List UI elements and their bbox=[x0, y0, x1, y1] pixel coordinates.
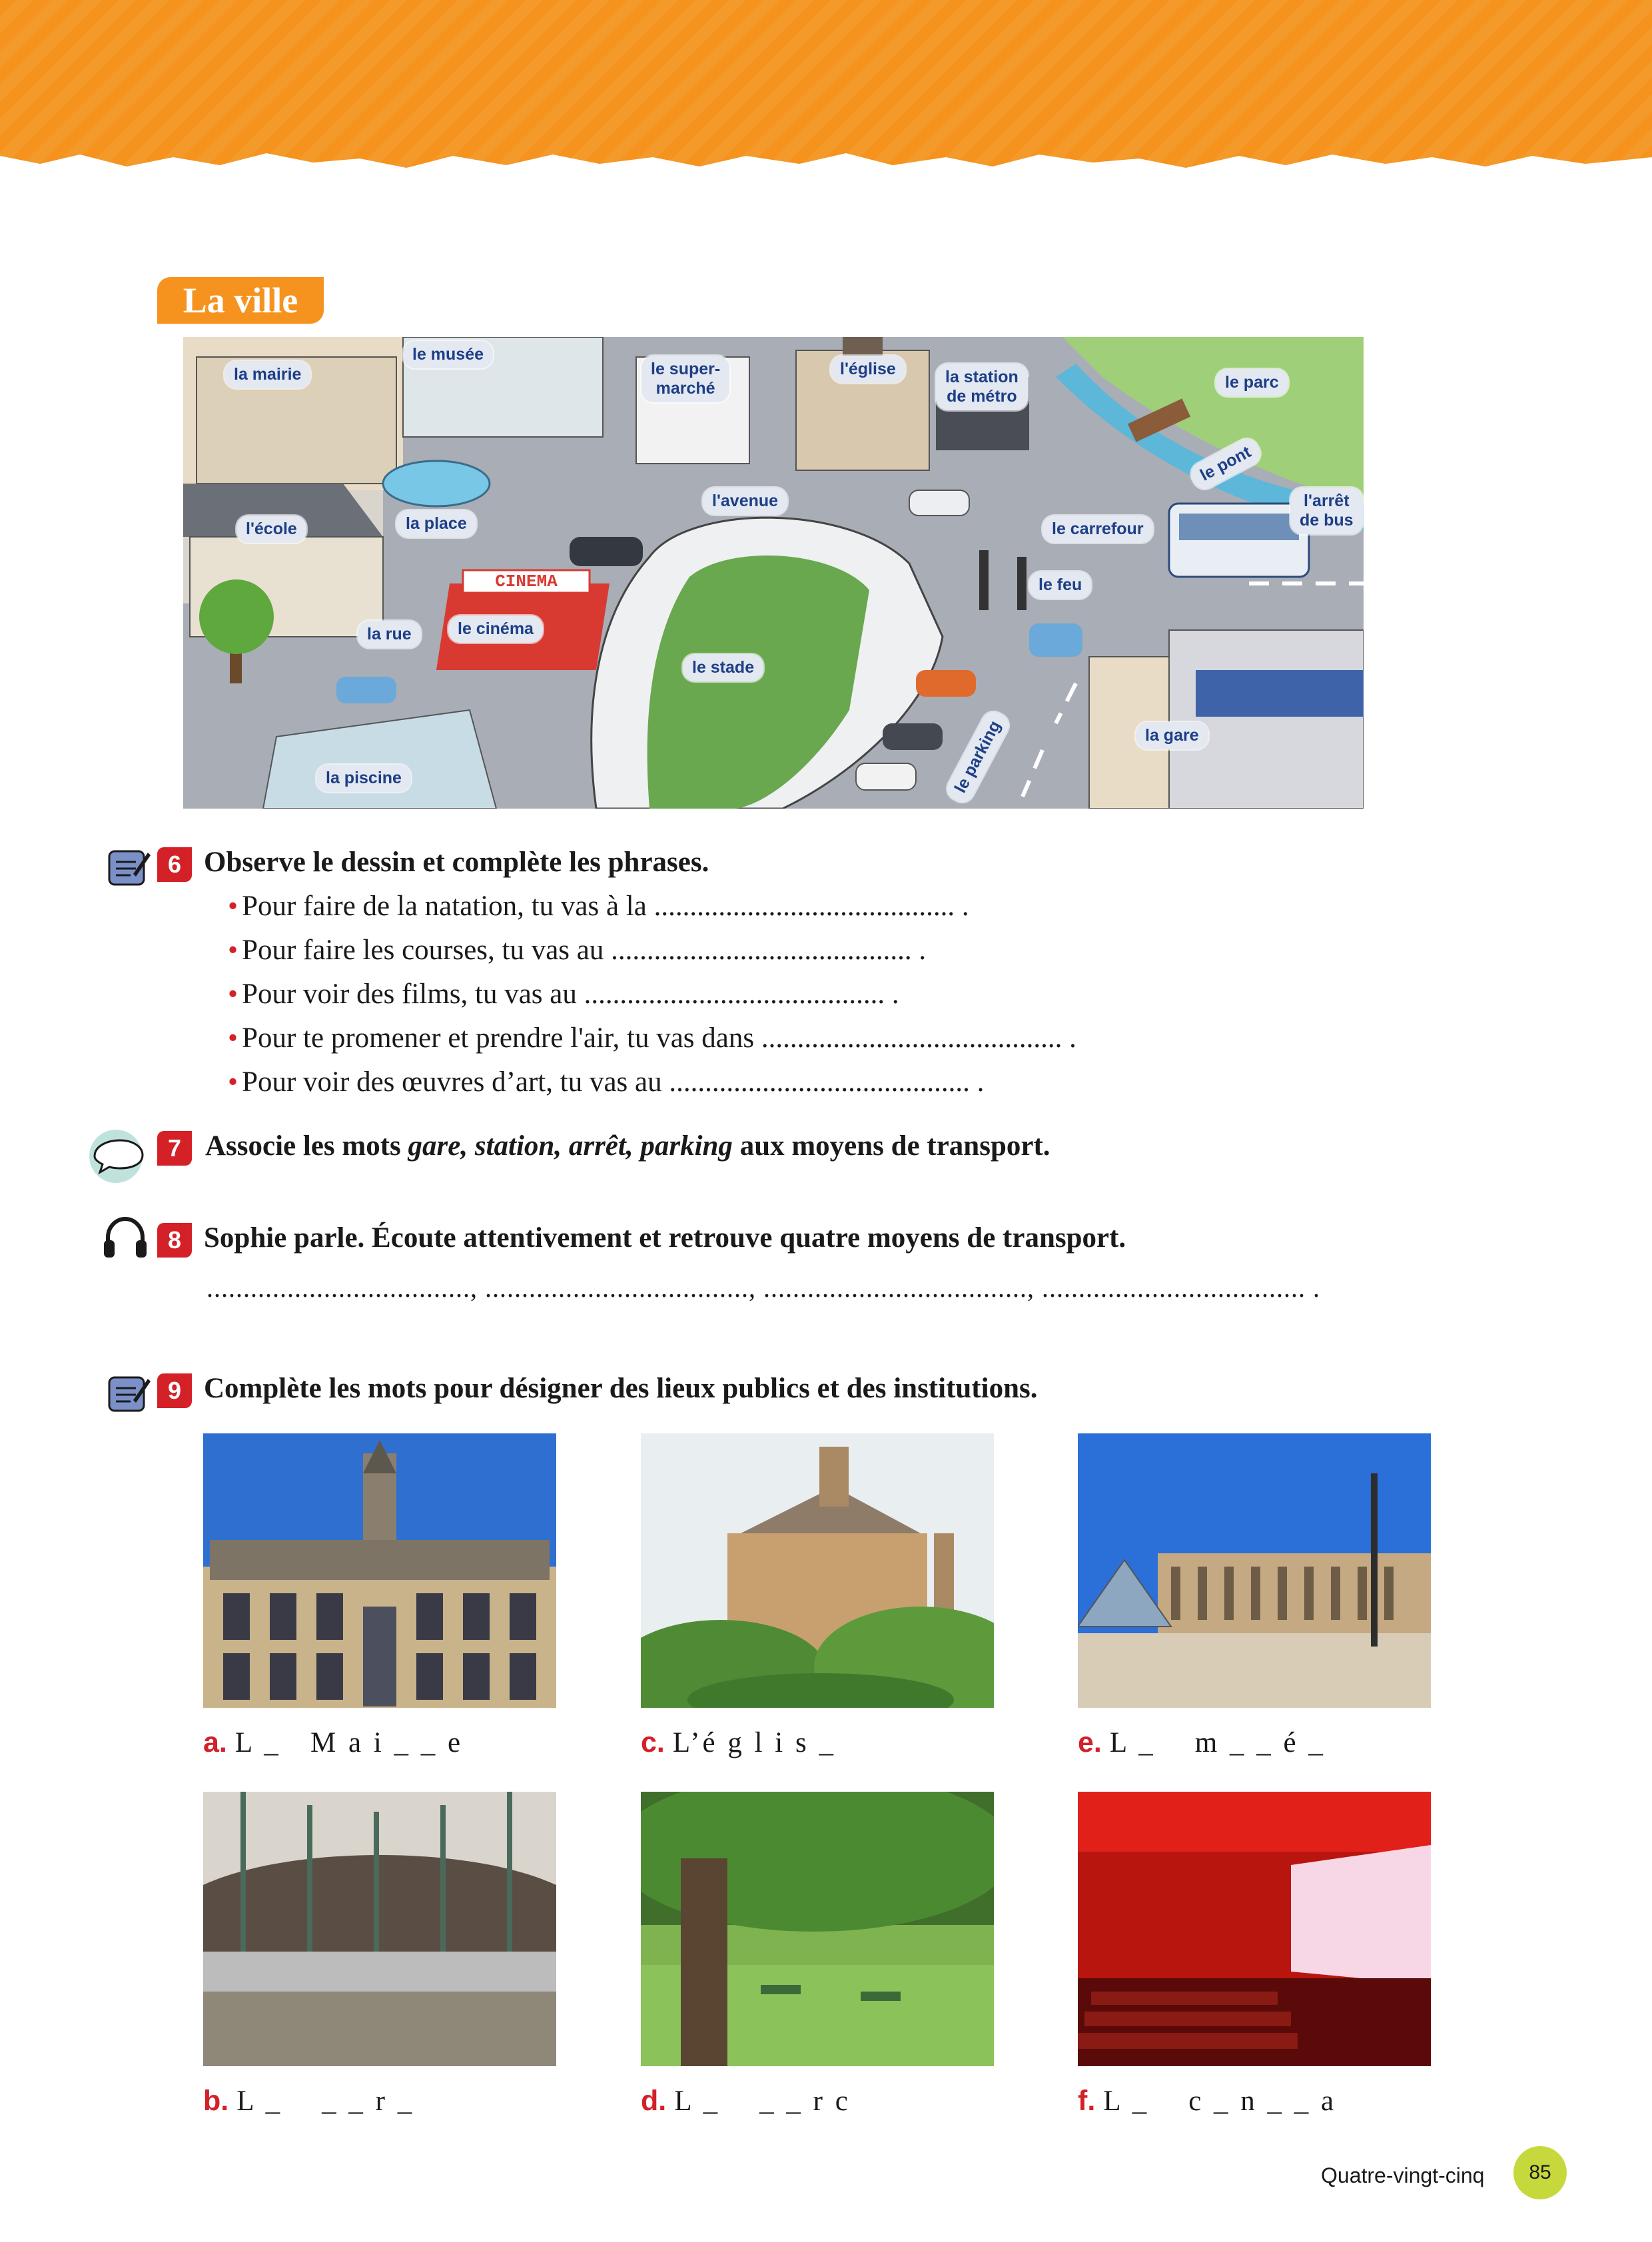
exercise-9-number: 9 bbox=[157, 1373, 192, 1408]
torn-edge-decoration bbox=[0, 149, 1652, 176]
label-carrefour: le carrefour bbox=[1042, 516, 1153, 543]
label-supermarche: le super- marché bbox=[641, 356, 729, 402]
label-rue: la rue bbox=[358, 621, 421, 648]
exercise-6-line-5: • Pour voir des œuvres d’art, tu vas au .......................................... . bbox=[228, 1066, 985, 1098]
caption-a: a. L _ M a i _ _ e bbox=[203, 1726, 464, 1758]
exercise-9-instruction: Complète les mots pour désigner des lieux publics et des institutions. bbox=[204, 1373, 1038, 1404]
cinema-photo bbox=[1078, 1792, 1431, 2066]
label-ecole: l'école bbox=[236, 516, 306, 543]
exercise-8-blanks: ...................................., ...................................., ...................................., .................................... . bbox=[206, 1273, 1320, 1303]
label-piscine: la piscine bbox=[316, 765, 411, 792]
label-mairie: la mairie bbox=[224, 361, 310, 388]
label-feu: le feu bbox=[1029, 571, 1091, 599]
label-cinema: le cinéma bbox=[448, 615, 543, 643]
label-parking: le parking bbox=[943, 707, 1013, 806]
label-station-metro: la station de métro bbox=[936, 364, 1028, 410]
exercise-8-number: 8 bbox=[157, 1223, 192, 1258]
exercise-7-number: 7 bbox=[157, 1131, 192, 1166]
museum-photo bbox=[1078, 1433, 1431, 1708]
caption-d: d. L _ _ _ r c bbox=[641, 2085, 851, 2117]
park-photo bbox=[641, 1792, 994, 2066]
exercise-8-instruction: Sophie parle. Écoute attentivement et retrouve quatre moyens de transport. bbox=[204, 1222, 1126, 1254]
exercise-6-line-1: • Pour faire de la natation, tu vas à la .......................................... . bbox=[228, 891, 969, 922]
page-number-words: Quatre-vingt-cinq bbox=[1321, 2163, 1485, 2187]
label-gare: la gare bbox=[1136, 722, 1208, 749]
label-eglise: l'église bbox=[831, 356, 905, 383]
exercise-6-instruction: Observe le dessin et complète les phrases. bbox=[204, 847, 709, 878]
speech-bubble-icon bbox=[85, 1127, 152, 1184]
label-stade: le stade bbox=[683, 654, 763, 681]
page-number-badge: 85 bbox=[1513, 2146, 1567, 2199]
label-place: la place bbox=[396, 510, 476, 538]
exercise-7-instruction: Associe les mots gare, station, arrêt, parking aux moyens de transport. bbox=[205, 1130, 1050, 1162]
caption-b: b. L _ _ _ r _ bbox=[203, 2085, 415, 2117]
town-hall-photo bbox=[203, 1433, 556, 1708]
train-station-photo bbox=[203, 1792, 556, 2066]
exercise-6-number: 6 bbox=[157, 847, 192, 882]
label-pont: le pont bbox=[1187, 435, 1264, 494]
exercise-6-line-2: • Pour faire les courses, tu vas au .......................................... . bbox=[228, 934, 927, 966]
caption-e: e. L _ m _ _ é _ bbox=[1078, 1726, 1326, 1758]
headphones-icon bbox=[101, 1215, 149, 1260]
label-avenue: l'avenue bbox=[703, 488, 787, 515]
label-parc: le parc bbox=[1216, 369, 1288, 396]
caption-f: f. L _ c _ n _ _ a bbox=[1078, 2085, 1337, 2117]
caption-c: c. L’é g l i s _ bbox=[641, 1726, 836, 1758]
write-notebook-icon bbox=[107, 847, 151, 887]
exercise-6-line-3: • Pour voir des films, tu vas au .......................................... . bbox=[228, 978, 899, 1010]
header-band bbox=[0, 0, 1652, 175]
label-musee: le musée bbox=[403, 341, 493, 368]
exercise-6-line-4: • Pour te promener et prendre l'air, tu vas dans .......................................... . bbox=[228, 1022, 1076, 1054]
write-notebook-icon bbox=[107, 1373, 151, 1413]
cinema-sign: CINEMA bbox=[495, 571, 558, 591]
section-title: La ville bbox=[157, 277, 324, 324]
church-photo bbox=[641, 1433, 994, 1708]
label-arret-bus: l'arrêt de bus bbox=[1290, 488, 1363, 534]
city-illustration bbox=[183, 337, 1364, 809]
